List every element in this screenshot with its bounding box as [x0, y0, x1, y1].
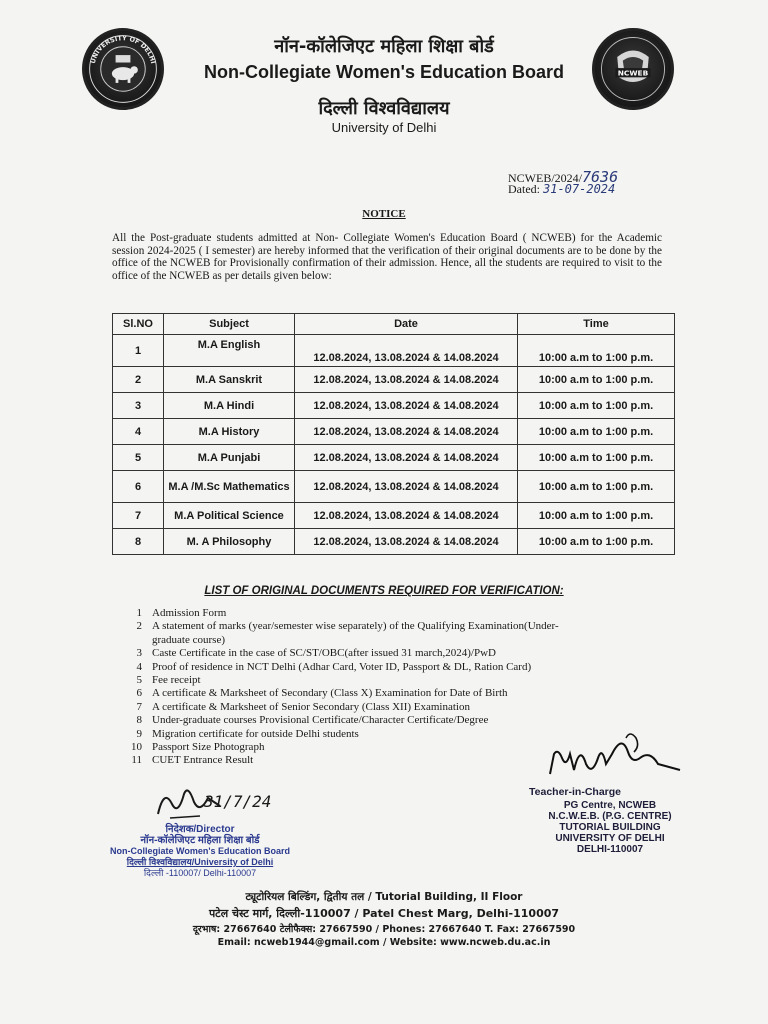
list-item-number: 1 [136, 607, 142, 619]
reference-date-label: Dated: [508, 182, 540, 196]
header-time: Time [518, 314, 675, 335]
university-title-english: University of Delhi [331, 120, 437, 135]
header-subject: Subject [164, 314, 295, 335]
director-stamp-line2: नॉन-कॉलेजिएट महिला शिक्षा बोर्ड [140, 835, 260, 846]
row-number: 6 [113, 471, 164, 503]
row-time: 10:00 a.m to 1:00 p.m. [518, 503, 675, 529]
list-item-text: Passport Size Photograph [152, 741, 265, 754]
list-item-number: 7 [136, 700, 142, 713]
row-date: 12.08.2024, 13.08.2024 & 14.08.2024 [295, 471, 518, 503]
list-item-text: Fee receipt [152, 674, 201, 687]
pg-centre-stamp [530, 800, 690, 855]
list-item [118, 620, 678, 647]
row-time: 10:00 a.m to 1:00 p.m. [518, 471, 675, 503]
table-row [113, 419, 675, 445]
teacher-in-charge-label: Teacher-in-Charge [529, 786, 621, 798]
university-title-hindi: दिल्ली विश्वविद्यालय [318, 98, 450, 119]
row-subject: M.A /M.Sc Mathematics [164, 471, 295, 503]
list-item [118, 647, 678, 660]
director-stamp-line4: दिल्ली विश्वविद्यालय/University of Delhi [126, 857, 274, 867]
row-date: 12.08.2024, 13.08.2024 & 14.08.2024 [295, 529, 518, 555]
left-logo-text: UNIVERSITY OF DELHI [88, 34, 158, 65]
director-stamp [100, 824, 300, 879]
row-subject: M.A Hindi [164, 393, 295, 419]
list-item-number: 5 [136, 674, 142, 687]
list-item-number: 2 [136, 620, 142, 633]
footer-address-line2: पटेल चेस्ट मार्ग, दिल्ली-110007 / Patel Chest Marg, Delhi-110007 [208, 907, 560, 920]
row-date: 12.08.2024, 13.08.2024 & 14.08.2024 [295, 419, 518, 445]
list-item [118, 701, 678, 714]
row-time: 10:00 a.m to 1:00 p.m. [518, 367, 675, 393]
documents-list-title: LIST OF ORIGINAL DOCUMENTS REQUIRED FOR VERIFICATION: [204, 585, 564, 597]
list-item-text: A statement of marks (year/semester wise separately) of the Qualifying Examination(Under-graduate course) [152, 620, 559, 646]
row-subject: M. A Philosophy [164, 529, 295, 555]
row-number: 3 [113, 393, 164, 419]
row-number: 5 [113, 445, 164, 471]
teacher-in-charge-signature [540, 724, 690, 784]
notice-title: NOTICE [362, 208, 406, 220]
table-row [113, 529, 675, 555]
list-item [118, 687, 678, 700]
table-row [113, 367, 675, 393]
pg-stamp-line3: TUTORIAL BUILDING [559, 822, 661, 833]
header-date: Date [295, 314, 518, 335]
row-subject: M.A History [164, 419, 295, 445]
director-stamp-line3: Non-Collegiate Women's Education Board [110, 846, 290, 856]
list-item [118, 661, 678, 674]
pg-stamp-line5: DELHI-110007 [576, 844, 644, 855]
row-date: 12.08.2024, 13.08.2024 & 14.08.2024 [295, 503, 518, 529]
pg-stamp-line2: N.C.W.E.B. (P.G. CENTRE) [548, 811, 672, 822]
row-number: 1 [113, 335, 164, 367]
row-subject: M.A Punjabi [164, 445, 295, 471]
row-number: 7 [113, 503, 164, 529]
director-stamp-line1: निदेशक/Director [165, 824, 235, 835]
verification-schedule-table [112, 313, 675, 555]
director-stamp-line5: दिल्ली -110007/ Delhi-110007 [143, 868, 257, 878]
row-time: 10:00 a.m to 1:00 p.m. [518, 445, 675, 471]
list-item-number: 8 [136, 714, 142, 727]
row-number: 4 [113, 419, 164, 445]
list-item-text: Under-graduate courses Provisional Certificate/Character Certificate/Degree [152, 714, 489, 727]
row-time: 10:00 a.m to 1:00 p.m. [518, 529, 675, 555]
list-item-text: Admission Form [152, 607, 227, 619]
board-title-english: Non-Collegiate Women's Education Board [204, 62, 564, 82]
pg-stamp-line4: UNIVERSITY OF DELHI [555, 833, 665, 844]
list-item-text: CUET Entrance Result [152, 754, 254, 767]
notice-paragraph: All the Post-graduate students admitted at Non- Collegiate Women's Education Board ( NCWEB) for the Academic session 2024-2025 ( I semester) are hereby informed that the verification of their original documents are to be done by the office of the NCWEB for Provisionally confirmation of their admission. Hence, all the students are required to visit to the office of the NCWEB as per details given below: [112, 232, 662, 282]
table-row [113, 471, 675, 503]
pg-stamp-line1: PG Centre, NCWEB [563, 800, 657, 811]
table-row [113, 445, 675, 471]
row-number: 8 [113, 529, 164, 555]
list-item-text: Proof of residence in NCT Delhi (Adhar Card, Voter ID, Passport & DL, Ration Card) [152, 660, 532, 673]
reference-date-handwritten: 31-07-2024 [543, 182, 616, 196]
row-subject: M.A English [164, 335, 295, 367]
row-time: 10:00 a.m to 1:00 p.m. [518, 393, 675, 419]
row-time: 10:00 a.m to 1:00 p.m. [518, 419, 675, 445]
row-date: 12.08.2024, 13.08.2024 & 14.08.2024 [295, 393, 518, 419]
row-number: 2 [113, 367, 164, 393]
list-item [118, 674, 678, 687]
reference-date [508, 182, 615, 197]
table-row [113, 503, 675, 529]
footer-address-line1: ट्यूटोरियल बिल्डिंग, द्वितीय तल / Tutorial Building, II Floor [245, 891, 523, 903]
footer-phone-line: दूरभाष: 27667640 टेलीफैक्स: 27667590 / Phones: 27667640 T. Fax: 27667590 [192, 924, 576, 935]
list-item-text: A certificate & Marksheet of Senior Secondary (Class XII) Examination [152, 700, 470, 713]
list-item-text: Caste Certificate in the case of SC/ST/OBC(after issued 31 march,2024)/PwD [152, 647, 496, 660]
list-item-number: 10 [131, 741, 142, 754]
reference-number-label: NCWEB/2024/ [508, 171, 582, 185]
list-item-number: 6 [136, 687, 142, 700]
row-time: 10:00 a.m to 1:00 p.m. [518, 335, 675, 367]
list-item-number: 3 [136, 647, 142, 660]
list-item-number: 4 [136, 660, 142, 673]
row-date: 12.08.2024, 13.08.2024 & 14.08.2024 [295, 335, 518, 367]
list-item-text: A certificate & Marksheet of Secondary (Class X) Examination for Date of Birth [152, 687, 508, 700]
footer-email-line: Email: ncweb1944@gmail.com / Website: www.ncweb.du.ac.in [217, 937, 551, 948]
row-date: 12.08.2024, 13.08.2024 & 14.08.2024 [295, 445, 518, 471]
table-row [113, 393, 675, 419]
director-handwritten-date: 31/7/24 [204, 792, 272, 811]
table-row [113, 335, 675, 367]
reference-number-handwritten: 7636 [582, 168, 619, 186]
list-item [118, 607, 678, 620]
header-slno: Sl.NO [113, 314, 164, 335]
table-header-row [113, 314, 675, 335]
right-logo-text: NCWEB [617, 68, 649, 78]
row-subject: M.A Sanskrit [164, 367, 295, 393]
list-item-number: 9 [136, 727, 142, 740]
row-date: 12.08.2024, 13.08.2024 & 14.08.2024 [295, 367, 518, 393]
row-subject: M.A Political Science [164, 503, 295, 529]
list-item-text: Migration certificate for outside Delhi students [152, 727, 359, 740]
board-title-hindi: नॉन-कॉलेजिएट महिला शिक्षा बोर्ड [274, 36, 494, 57]
list-item-number: 11 [131, 754, 142, 767]
